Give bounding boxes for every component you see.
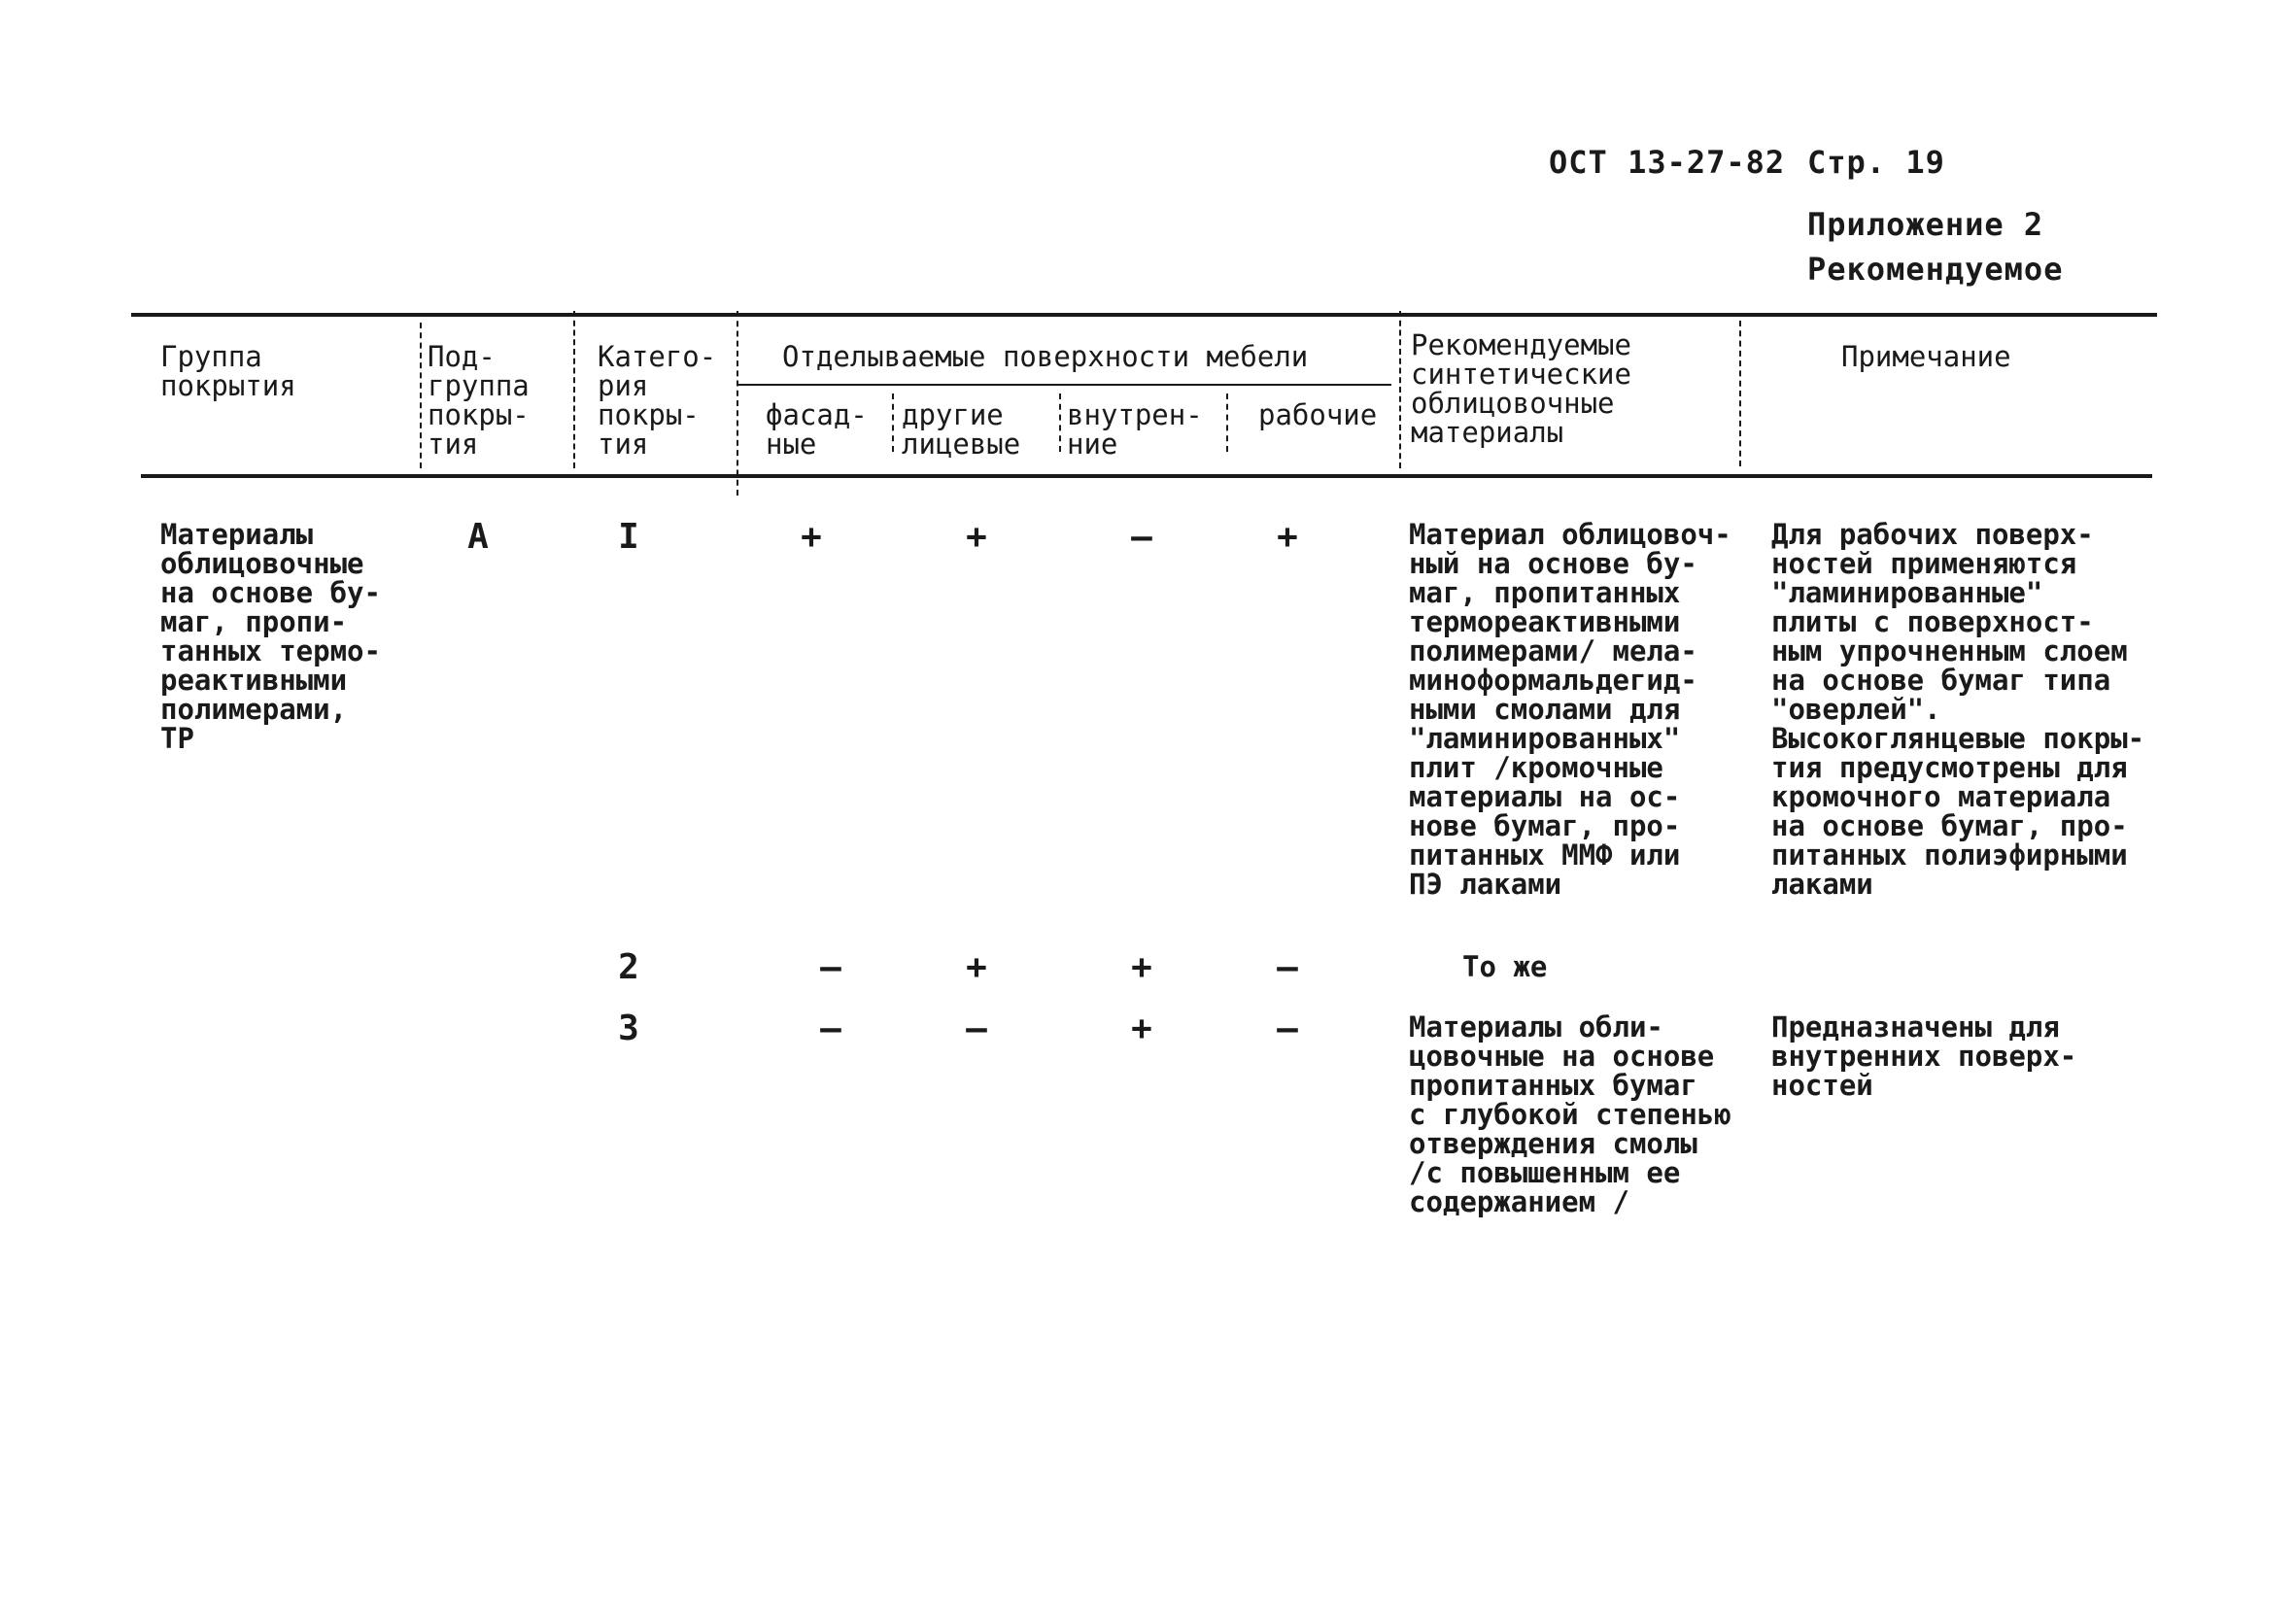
header-internal: внутрен- ние (1067, 398, 1203, 461)
header-working: рабочие (1258, 398, 1378, 431)
surfaces-subheader-rule (738, 384, 1391, 386)
header-subgroup: Под- группа покры- тия (428, 340, 530, 461)
row-2-category: 2 (618, 947, 639, 987)
header-facade: фасад- ные (766, 398, 868, 461)
col-sep-5 (1739, 321, 1741, 466)
col-sep-internal (1226, 393, 1228, 452)
row-3-materials: Материалы обли- цовочные на основе пропитанных бумаг с глубокой степенью отверждения смолы /с повышенным ее содержанием / (1409, 1010, 1731, 1218)
col-sep-1 (420, 323, 422, 468)
row-1-materials: Материал облицовоч- ный на основе бу- маг, пропитанных термореактивными полимерами/ мела- миноформальдегид- ными смолами для "ламинированных" плит /кромочные материалы на ос- нове бумаг, про- питанных ММФ или ПЭ лаками (1409, 518, 1731, 901)
appendix-label: Приложение 2 (1807, 206, 2044, 243)
row-2-other-face: + (966, 947, 987, 987)
row-3-facade: – (820, 1009, 841, 1048)
row-3-working: – (1277, 1009, 1298, 1048)
row-2-facade: – (820, 947, 841, 987)
row-2-working: – (1277, 947, 1298, 987)
col-sep-3 (737, 311, 738, 496)
row-2-internal: + (1131, 947, 1152, 987)
row-2-materials: То же (1462, 950, 1548, 983)
header-note: Примечание (1841, 340, 2011, 373)
row-1-note: Для рабочих поверх- ностей применяются "ламинированные" плиты с поверхност- ным упрочненным слоем на основе бумаг типа "оверлей". Высокоглянцевые покры- тия предусмотрены для кромочного материала на основе бумаг, про- питанных полиэфирными лаками (1771, 518, 2145, 901)
header-group: Группа покрытия (160, 340, 296, 402)
row-1-working: + (1277, 517, 1298, 557)
table-top-rule (131, 313, 2157, 317)
page-number: Стр. 19 (1807, 144, 1945, 181)
col-sep-facade (892, 393, 894, 452)
header-other-face: другие лицевые (902, 398, 1021, 461)
row-1-internal: – (1131, 517, 1152, 557)
row-1-facade: + (801, 517, 822, 557)
header-materials: Рекомендуемые синтетические облицовочные материалы (1411, 328, 1631, 449)
col-sep-other (1059, 393, 1061, 452)
row-3-internal: + (1131, 1009, 1152, 1048)
row-3-category: 3 (618, 1009, 639, 1048)
row-3-note: Предназначены для внутренних поверх- ностей (1771, 1010, 2077, 1102)
header-category: Катего- рия покры- тия (598, 340, 717, 461)
row-1-group: Материалы облицовочные на основе бу- маг, пропи- танных термо- реактивными полимерами, ТР (160, 518, 381, 755)
row-3-other-face: – (966, 1009, 987, 1048)
header-surfaces: Отделываемые поверхности мебели (782, 340, 1309, 373)
col-sep-2 (573, 311, 575, 468)
appendix-status: Рекомендуемое (1807, 251, 2064, 288)
table-header-bottom-rule (141, 474, 2152, 478)
row-1-category: I (618, 517, 639, 557)
standard-code: ОСТ 13-27-82 (1549, 144, 1786, 181)
row-1-subgroup: А (467, 517, 489, 557)
row-1-other-face: + (966, 517, 987, 557)
col-sep-4 (1399, 311, 1401, 468)
